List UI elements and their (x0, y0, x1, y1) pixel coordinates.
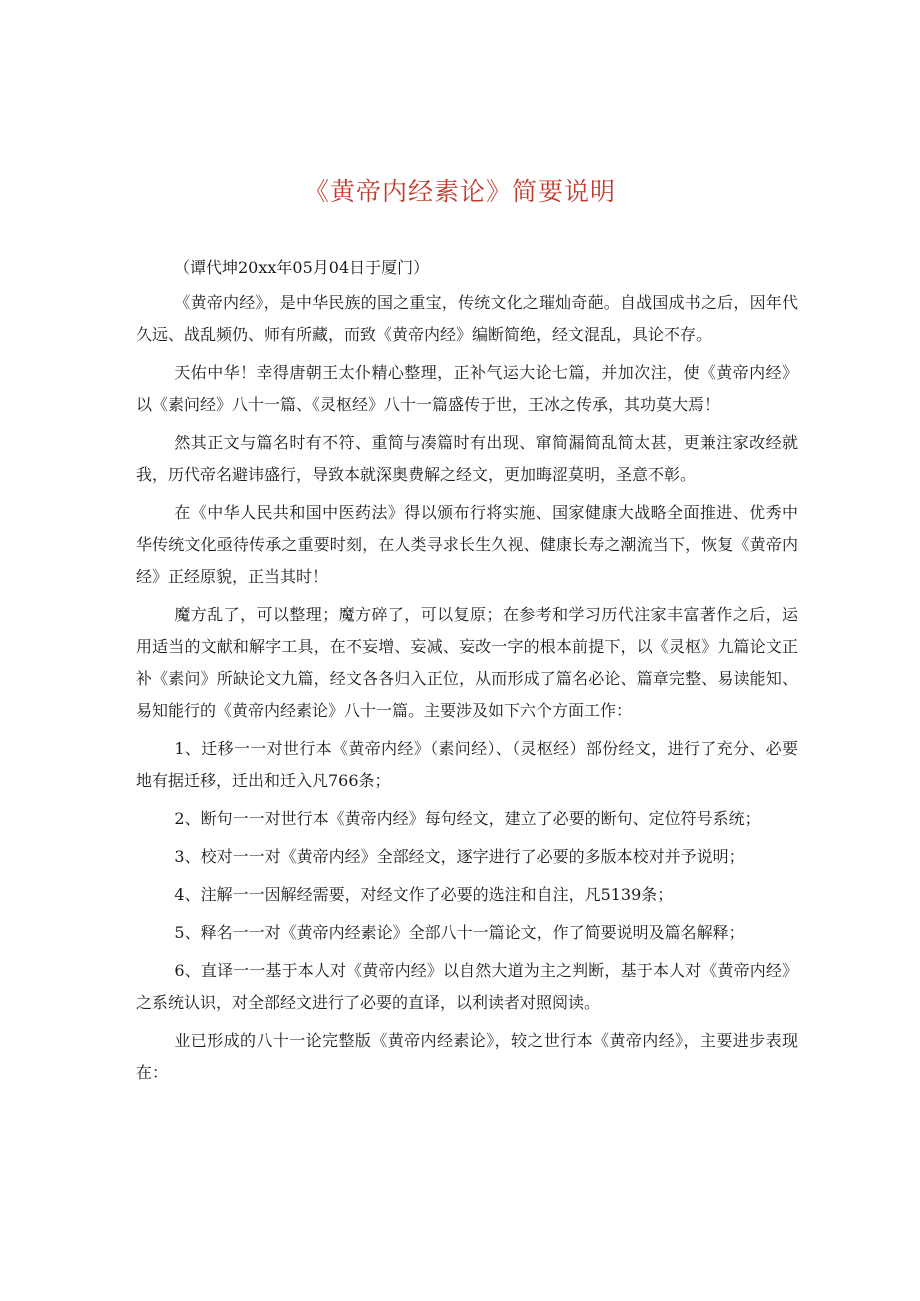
work-item-migration: 1、迁移一一对世行本《黄帝内经》（素问经）、（灵枢经）部份经文，进行了充分、必要地有据迁移，迁出和迁入凡766条； (136, 739, 798, 790)
work-item-punctuation: 2、断句一一对世行本《黄帝内经》每句经文，建立了必要的断句、定位符号系统； (174, 809, 761, 828)
work-item-translation: 6、直译一一基于本人对《黄帝内经》以自然大道为主之判断，基于本人对《黄帝内经》之系统认识，对全部经文进行了必要的直译，以利读者对照阅读。 (136, 961, 798, 1012)
work-item-annotation: 4、注解一一因解经需要，对经文作了必要的选注和自注，凡5139条； (174, 885, 674, 904)
work-item-title-explanation: 5、释名一一对《黄帝内经素论》全部八十一篇论文，作了简要说明及篇名解释； (174, 923, 745, 942)
paragraph-intro: 《黄帝内经》，是中华民族的国之重宝，传统文化之璀灿奇葩。自战国成书之后，因年代久远、战乱频仍、师有所藏，而致《黄帝内经》编断简绝，经文混乱，具论不存。 (136, 293, 798, 344)
paragraph-closing: 业已形成的八十一论完整版《黄帝内经素论》，较之世行本《黄帝内经》，主要进步表现在： (136, 1031, 798, 1082)
author-date-line: （谭代坤20xx年05月04日于厦门） (174, 258, 430, 277)
work-item-collation: 3、校对一一对《黄帝内经》全部经文，逐字进行了必要的多版本校对并予说明； (174, 847, 745, 866)
paragraph-restoration: 魔方乱了，可以整理；魔方碎了，可以复原；在参考和学习历代注家丰富著作之后，运用适当的文献和解字工具，在不妄增、妄减、妄改一字的根本前提下，以《灵枢》九篇论文正补《素问》所缺论文九篇，经文各各归入正位，从而形成了篇名必论、篇章完整、易读能知、易知能行的《黄帝内经素论》八十一篇。主要涉及如下六个方面工作： (136, 605, 798, 720)
paragraph-problems: 然其正文与篇名时有不符、重简与凑篇时有出现、窜简漏简乱简太甚，更兼注家改经就我，历代帝名避讳盛行，导致本就深奥费解之经文，更加晦涩莫明，圣意不彰。 (136, 433, 798, 484)
document-title: 《黄帝内经素论》简要说明 (303, 177, 616, 206)
paragraph-timing: 在《中华人民共和国中医药法》得以颁布行将实施、国家健康大战略全面推进、优秀中华传统文化亟待传承之重要时刻，在人类寻求长生久视、健康长寿之潮流当下，恢复《黄帝内经》正经原貌，正当其时！ (136, 503, 798, 586)
paragraph-tang-dynasty: 天佑中华！幸得唐朝王太仆精心整理，正补气运大论七篇，并加次注，使《黄帝内经》以《素问经》八十一篇、《灵枢经》八十一篇盛传于世，王冰之传承，其功莫大焉！ (136, 363, 798, 414)
document-body (136, 287, 798, 1095)
